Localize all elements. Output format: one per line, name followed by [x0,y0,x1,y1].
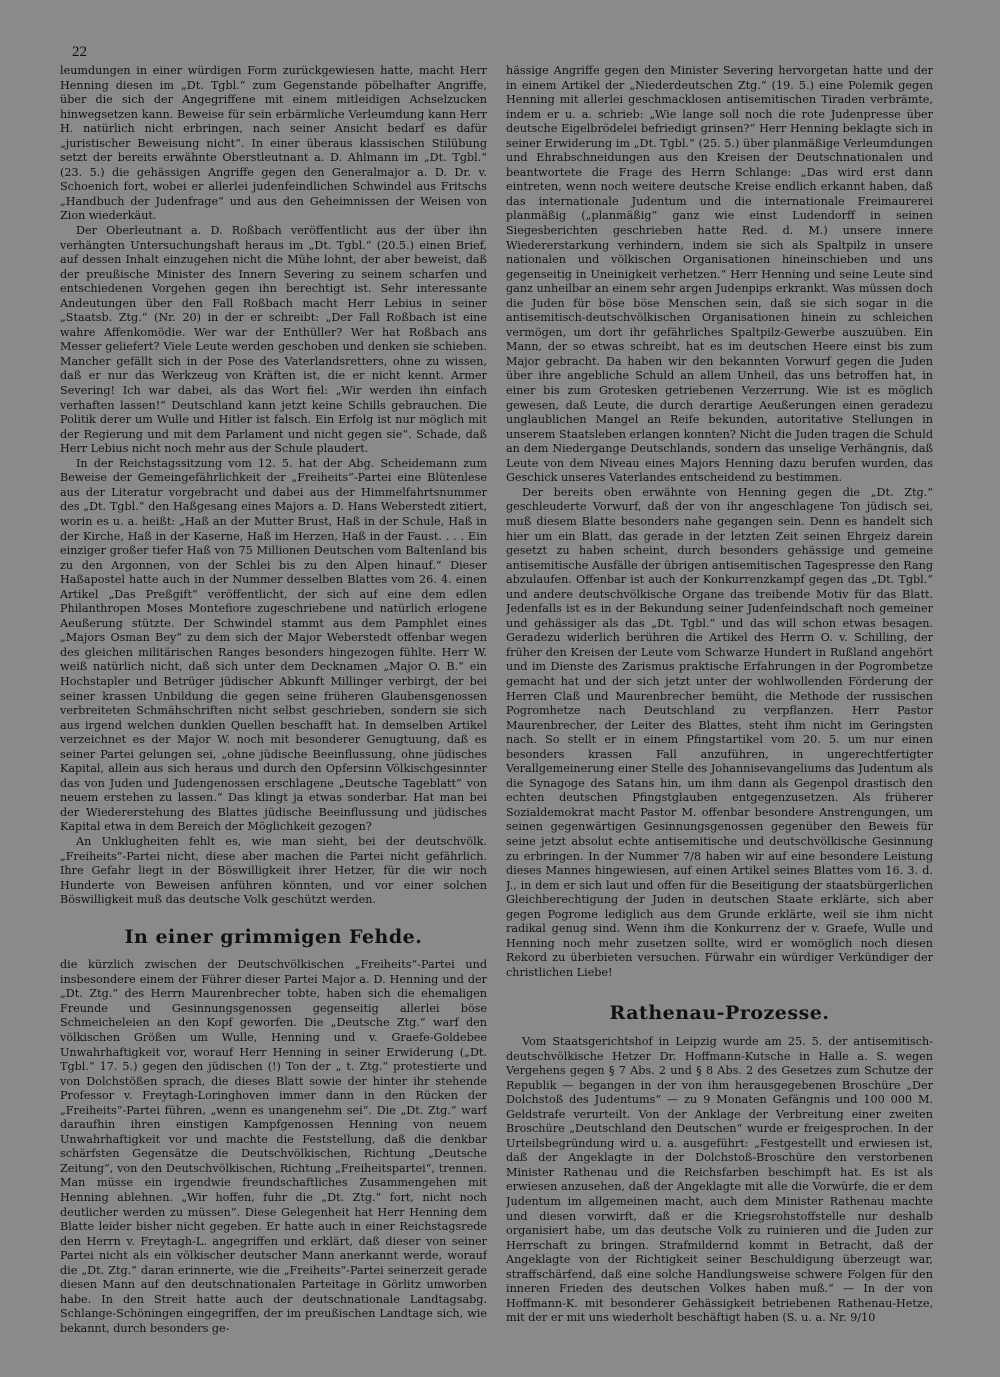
article-paragraph: Der bereits oben erwähnte von Henning gegen die „Dt. Ztg.“ geschleuderte Vorwurf, daß der von ihr angeschlagene Ton jüdisch sei, muß diesem Blatte besonders nahe gegangen sein. Denn es handelt sich hier um ein Blatt, das gerade in der letzten Zeit seinen Ehrgeiz darein gesetzt zu haben scheint, durch besonders gehässige und gemeine antisemitische Ausfälle der übrigen antisemitischen Tagespresse den Rang abzulaufen. Offenbar ist auch der Konkurrenzkampf gegen das „Dt. Tgbl.“ und andere deutschvölkische Organe das treibende Motiv für das Blatt. Jedenfalls ist es in der Bekundung seiner Judenfeindschaft noch gemeiner und gehässiger als das „Dt. Tgbl.“ und das will schon etwas besagen. Geradezu widerlich berühren die Artikel des Herrn O. v. Schilling, der früher den Kreisen der Leute vom Schwarze Hundert in Rußland angehört und im Dienste des Zarismus praktische Erfahrungen in der Pogrombetze gemacht hat und der sich jetzt unter der wohlwollenden Förderung der Herren Claß und Maurenbrecher bemüht, die Methode der russischen Pogromhetze nach Deutschland zu verpflanzen. Herr Pastor Maurenbrecher, der Leiter des Blattes, steht ihm nicht im Geringsten nach. So stellt er in einem Pfingstartikel vom 20. 5. um nur einen besonders krassen Fall anzuführen, in ungerechtfertigter Verallgemeinerung einer Stelle des Johannisevangeliums das Judentum als die Synagoge des Satans hin, um ihm dann als Gegenpol drastisch den echten deutschen Pfingstglauben entgegenzusetzen. Als früherer Sozialdemokrat macht Pastor M. offenbar besondere Anstrengungen, um seinen gegenwärtigen Gesinnungsgenossen gegenüber den Beweis für seine jetzt absolut echte antisemitische und deutschvölkische Gesinnung zu erbringen. In der Nummer 7/8 haben wir auf eine besondere Leistung dieses Mannes hingewiesen, auf einen Artikel seines Blattes vom 16. 3. d. J., in dem er sich laut und offen für die Beseitigung der staatsbürgerlichen Gleichberechtigung der Juden in deutschen Staate erklärte, sich aber gegen Pogrome lediglich aus dem Grunde erklärte, weil sie ihm nicht radikal genug sind. Wenn ihm die Konkurrenz der v. Graefe, Wulle und Henning noch mehr zusetzen sollte, wird er womöglich noch diesen Rekord zu überbieten versuchen. Fürwahr ein würdiger Verkündiger der christlichen Liebe! [506,485,933,979]
article-paragraph: In der Reichstagssitzung vom 12. 5. hat der Abg. Scheidemann zum Beweise der Gemeingefährlichkeit der „Freiheits“-Partei eine Blütenlese aus der Literatur vorgebracht und dabei aus der Himmelfahrtsnummer des „Dt. Tgbl.“ den Haßgesang eines Majors a. D. Hans Weberstedt zitiert, worin es u. a. heißt: „Haß an der Mutter Brust, Haß in der Schule, Haß in der Kirche, Haß in der Kaserne, Haß im Herzen, Haß in der Faust. . . . Ein einziger großer tiefer Haß von 75 Millionen Deutschen vom Baltenland bis zu den Argonnen, von der Schlei bis zu den Alpen hinauf.“ Dieser Haßapostel hatte auch in der Nummer desselben Blattes vom 26. 4. einen Artikel „Das Preßgift“ veröffentlicht, der sich auf eine dem edlen Philanthropen Moses Montefiore zugeschriebene und natürlich erlogene Aeußerung stützte. Der Schwindel stammt aus dem Pamphlet eines „Majors Osman Bey“ zu dem sich der Major Weberstedt offenbar wegen des gleichen militärischen Ranges besonders hingezogen fühlte. Herr W. weiß natürlich nicht, daß sich unter dem Decknamen „Major O. B.“ ein Hochstapler und Betrüger jüdischer Abkunft Millinger verbirgt, der bei seiner krassen Unbildung die gegen seine früheren Glaubensgenossen verbreiteten Schmähschriften nicht selbst geschrieben, sondern sie sich aus irgend welchen dunklen Quellen beschafft hat. In demselben Artikel verzeichnet es der Major W. noch mit besonderer Genugtuung, daß es seiner Partei gelungen sei, „ohne jüdische Beeinflussung, ohne jüdisches Kapital, allein aus sich heraus und durch den Opfersinn Völkischgesinnter das von Juden und Judengenossen erschlagene „Deutsche Tageblatt“ von neuem erstehen zu lassen.“ Das klingt ja etwas sonderbar. Hat man bei der Wiedererstehung des Blattes jüdische Beeinflussung und jüdisches Kapital etwa in dem Bereich der Möglichkeit gezogen? [60,456,487,834]
article-paragraph: hässige Angriffe gegen den Minister Severing hervorgetan hatte und der in einem Artikel der „Niederdeutschen Ztg.“ (19. 5.) eine Polemik gegen Henning mit allerlei geschmacklosen antisemitischen Tiraden verbrämte, indem er u. a. schrieb: „Wie lange soll noch die rote Judenpresse über deutsche Eigelbrödelei befriedigt grinsen?“ Herr Henning beklagte sich in seiner Erwiderung im „Dt. Tgbl.“ (25. 5.) über planmäßige Verleumdungen und Ehrabschneidungen aus den Kreisen der Deutschnationalen und beantwortete die Frage des Herrn Schlange: „Das wird erst dann eintreten, wenn noch weitere deutsche Kreise endlich erkannt haben, daß das internationale Judentum und die internationale Freimaurerei planmäßig („planmäßig“ ganz wie einst Ludendorff in seinen Siegesberichten geschrieben hatte Red. d. M.) unsere innere Wiedererstarkung verhindern, indem sie sich als Spaltpilz in unsere nationalen und völkischen Organisationen hineinschieben und uns gegenseitig in Uneinigkeit verhetzen.“ Herr Henning und seine Leute sind ganz unheilbar an einem sehr argen Judenpips erkrankt. Was müssen doch die Juden für böse böse Menschen sein, daß sie sich sogar in die antisemitisch-deutschvölkischen Organisationen hinein zu schleichen vermögen, um dort ihr gefährliches Spaltpilz-Gewerbe auszuüben. Ein Mann, der so etwas schreibt, hat es im deutschen Heere einst bis zum Major gebracht. Da haben wir den bekannten Vorwurf gegen die Juden über ihre angebliche Schuld an allem Unheil, das uns betroffen hat, in einer bis zum Grotesken getriebenen Verzerrung. Wie ist es möglich gewesen, daß Leute, die durch derartige Aeußerungen einen geradezu unglaublichen Mangel an Reife bekunden, autoritative Stellungen in unserem Staatsleben erlangen konnten? Nicht die Juden tragen die Schuld an dem Niedergange Deutschlands, sondern das unselige Verhängnis, daß Leute von dem Niveau eines Majors Henning dazu berufen wurden, das Geschick unseres Vaterlandes entscheidend zu bestimmen. [506,64,933,485]
page-number: 22 [72,44,87,60]
left-column [60,64,487,1354]
right-column [506,64,933,1354]
article-paragraph: leumdungen in einer würdigen Form zurückgewiesen hatte, macht Herr Henning diesen im „Dt. Tgbl.“ zum Gegenstande pöbelhafter Angriffe, über die sich der Angegriffene mit einem mitleidigen Achselzucken hinwegsetzen kann. Beweise für sein erbärmliche Verleumdung kann Herr H. natürlich nicht erbringen, nach seiner Ansicht bedarf es dafür „juristischer Beweisung nicht“. In einer überaus klassischen Stilübung setzt der bereits erwähnte Oberstleutnant a. D. Ahlmann im „Dt. Tgbl.“ (23. 5.) die gehässigen Angriffe gegen den Generalmajor a. D. Dr. v. Schoenich fort, wobei er allerlei judenfeindlichen Schwindel aus Fritschs „Handbuch der Judenfrage“ und aus den Geheimnissen der Weisen von Zion wiederkäut. [60,64,487,223]
article-paragraph: Der Oberleutnant a. D. Roßbach veröffentlicht aus der über ihn verhängten Untersuchungshaft heraus im „Dt. Tgbl.“ (20.5.) einen Brief, auf dessen Inhalt einzugehen nicht die Mühe lohnt, der aber beweist, daß der preußische Minister des Innern Severing zu seinem scharfen und entschiedenen Vorgehen gegen ihn berechtigt ist. Sehr interessante Andeutungen über den Fall Roßbach macht Herr Lebius in seiner „Staatsb. Ztg.“ (Nr. 20) in der er schreibt: „Der Fall Roßbach ist eine wahre Affenkomödie. Wer war der Enthüller? Wer hat Roßbach ans Messer geliefert? Viele Leute werden geschoben und denken sie schieben. Mancher gefällt sich in der Pose des Vaterlandsretters, ohne zu wissen, daß er nur das Werkzeug von Kräften ist, die er nicht kennt. Armer Severing! Ich war dabei, als das Wort fiel: „Wir werden ihn einfach verhaften lassen!“ Deutschland kann jetzt keine Schills gebrauchen. Die Politik derer um Wulle und Hitler ist falsch. Ein Erfolg ist nur möglich mit der Regierung und mit dem Parlament und nicht gegen sie“. Schade, daß Herr Lebius nicht noch mehr aus der Schule plaudert. [60,224,487,456]
article-paragraph: An Unklugheiten fehlt es, wie man sieht, bei der deutschvölk. „Freiheits“-Partei nicht, diese aber machen die Partei nicht gefährlich. Ihre Gefahr liegt in der Böswilligkeit ihrer Hetzer, für die wir noch Hunderte von Beweisen anführen könnten, und vor einer solchen Böswilligkeit muß das deutsche Volk geschützt werden. [60,834,487,907]
article-paragraph: Vom Staatsgerichtshof in Leipzig wurde am 25. 5. der antisemitisch-deutschvölkische Hetzer Dr. Hoffmann-Kutsche in Halle a. S. wegen Vergehens gegen § 7 Abs. 2 und § 8 Abs. 2 des Gesetzes zum Schutze der Republik — begangen in der von ihm herausgegebenen Broschüre „Der Dolchstoß des Judentums“ — zu 9 Monaten Gefängnis und 100 000 M. Geldstrafe verurteilt. Von der Anklage der Verbreitung einer zweiten Broschüre „Deutschland den Deutschen“ wurde er freigesprochen. In der Urteilsbegründung wird u. a. ausgeführt: „Festgestellt und erwiesen ist, daß der Angeklagte in der Dolchstoß-Broschüre den verstorbenen Minister Rathenau und die Reichsfarben beschimpft hat. Es ist als erwiesen anzusehen, daß der Angeklagte mit alle die Vorwürfe, die er dem Judentum im allgemeinen macht, auch dem Minister Rathenau machte und diesen vorwirft, daß er die Kriegsrohstoffstelle nur deshalb organisiert habe, um das deutsche Volk zu ruinieren und die Juden zur Herrschaft zu bringen. Strafmildernd kommt in Betracht, daß der Angeklagte von der Richtigkeit seiner Beschuldigung überzeugt war, straffschärfend, daß eine solche Handlungsweise schwere Folgen für den inneren Frieden des deutschen Volkes haben muß.“ — In der von Hoffmann-K. mit besonderer Gehässigkeit betriebenen Rathenau-Hetze, mit der er mit uns wiederholt beschäftigt haben (S. u. a. Nr. 9/10 [506,1035,933,1325]
section-heading: In einer grimmigen Fehde. [124,925,423,948]
section-heading: Rathenau-Prozesse. [609,1002,830,1025]
article-paragraph: die kürzlich zwischen der Deutschvölkischen „Freiheits“-Partei und insbesondere einem der Führer dieser Partei Major a. D. Henning und der „Dt. Ztg.“ des Herrn Maurenbrecher tobte, haben sich die ehemaligen Freunde und Gesinnungsgenossen gegenseitig allerlei böse Schmeicheleien an den Kopf geworfen. Die „Deutsche Ztg.“ warf den völkischen Größen um Wulle, Henning und v. Graefe-Goldebee Unwahrhaftigkeit vor, worauf Herr Henning in seiner Erwiderung („Dt. Tgbl.“ 17. 5.) gegen den jüdischen (!) Ton der „ t. Ztg.“ protestierte und von Dolchstößen sprach, die dieses Blatt sowie der hinter ihr stehende Professor v. Freytagh-Loringhoven immer dann in den Rücken der „Freiheits“-Partei führen, „wenn es unangenehm sei“. Die „Dt. Ztg.“ warf daraufhin ihren einstigen Kampfgenossen Henning von neuem Unwahrhaftigkeit vor und machte die Feststellung, daß die denkbar schärfsten Gegensätze die Deutschvölkischen, Richtung „Deutsche Zeitung“, von den Deutschvölkischen, Richtung „Freiheitspartei“, trennen. Man müsse ein irgendwie freundschaftliches Zusammengehen mit Henning ablehnen. „Wir hoffen, fuhr die „Dt. Ztg.“ fort, nicht noch deutlicher werden zu müssen“. Diese Gelegenheit hat Herr Henning dem Blatte leider bisher nicht gegeben. Er hatte auch in einer Reichstagsrede den Herrn v. Freytagh-L. angegriffen und erklärt, daß dieser von seiner Partei nicht als ein völkischer deutscher Mann anerkannt werde, worauf die „Dt. Ztg.“ daran erinnerte, wie die „Freiheits“-Partei seinerzeit gerade diesen Mann auf den deutschnationalen Parteitage in Görlitz umworben habe. In den Streit hatte auch der deutschnationale Landtagsabg. Schlange-Schöningen eingegriffen, der im preußischen Landtage sich, wie bekannt, durch besonders ge- [60,958,487,1335]
